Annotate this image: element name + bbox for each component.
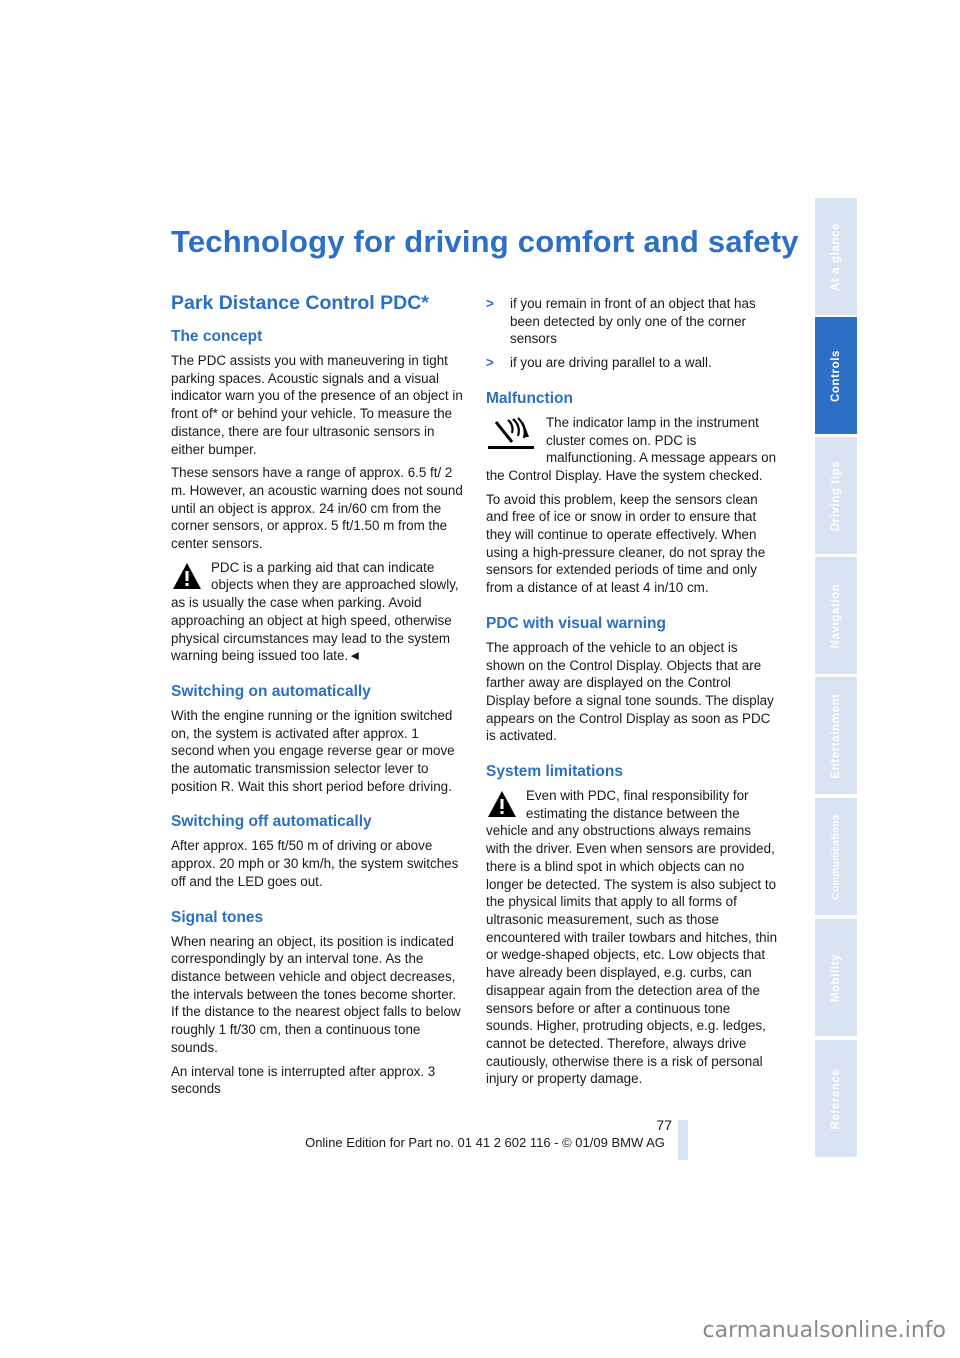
tab-label: Controls bbox=[830, 349, 842, 402]
bullet-marker: > bbox=[486, 296, 494, 311]
tab-label: Navigation bbox=[830, 583, 842, 648]
bullet-text: if you are driving parallel to a wall. bbox=[510, 355, 712, 371]
concept-warning-text: PDC is a parking aid that can indicate objects when they are approached slowly, as is usually the case when parking. Avoid approaching an object at high speed, otherwise physical circumstances may lead to the system warning being issued too late.◄ bbox=[171, 559, 459, 664]
switch-on-text: With the engine running or the ignition switched on, the system is activated after approx. 1 second when you engage reverse gear or move the automatic transmission selector lever to position R. Wait this short period before driving. bbox=[171, 707, 455, 794]
concept-paragraph-2: These sensors have a range of approx. 6.5 ft/ 2 m. However, an acoustic warning does not sound until an object is approx. 24 in/60 cm from the corner sensors, or approx. 5 ft/1.50 m from the center sensors. bbox=[171, 465, 463, 552]
malfunction-paragraph-1: The indicator lamp in the instrument cluster comes on. PDC is malfunctioning. A message appears on the Control Display. Have the system checked. bbox=[486, 414, 777, 483]
heading-visual-warning: PDC with visual warning bbox=[486, 614, 666, 632]
heading-system-limitations: System limitations bbox=[486, 763, 623, 781]
heading-signal-tones: Signal tones bbox=[171, 908, 264, 926]
heading-switch-off: Switching off automatically bbox=[171, 813, 372, 831]
heading-switch-on: Switching on automatically bbox=[171, 682, 371, 700]
footer bbox=[0, 1135, 960, 1150]
tab-label: Entertainment bbox=[830, 692, 842, 779]
bullet-marker: > bbox=[486, 355, 494, 371]
page-title: Technology for driving comfort and safety bbox=[171, 224, 799, 259]
right-column bbox=[486, 295, 778, 1094]
tab-label: Reference bbox=[830, 1067, 842, 1130]
left-column bbox=[171, 292, 463, 1104]
footer-text: Online Edition for Part no. 01 41 2 602 116 - © 01/09 BMW AG bbox=[305, 1135, 665, 1150]
limitations-warning-text: Even with PDC, final responsibility for estimating the distance between the vehicle and any obstructions always remains with the driver. Even when sensors are provided, there is a blind spot in which objects can no longer be detected. The system is also subject to the physical limits that apply to all forms of ultrasonic measurement, such as those encountered with trailer towbars and hitches, thin or wedge-shaped objects, etc. Low objects that have already been displayed, e.g. curbs, can disappear again from the detection area of the sensors before or after a continuous tone sounds. Higher, protruding objects, e.g. ledges, cannot be detected. Therefore, always drive cautiously, otherwise there is a risk of personal injury or property damage. bbox=[486, 788, 778, 1087]
watermark bbox=[0, 1318, 960, 1343]
watermark-text: carmanualsonline.info bbox=[702, 1318, 946, 1343]
page-number: 77 bbox=[656, 1117, 672, 1133]
pdc-indicator-lamp-icon bbox=[486, 416, 536, 450]
warning-triangle-icon bbox=[486, 789, 518, 819]
tab-label: At a glance bbox=[830, 222, 842, 291]
heading-concept: The concept bbox=[171, 328, 263, 345]
concept-paragraph-1: The PDC assists you with maneuvering in tight parking spaces. Acoustic signals and a visual indicator warn you of the presence of an object in front of* or behind your vehicle. To measure the distance, there are four ultrasonic sensors in either bumper. bbox=[171, 353, 463, 457]
signal-paragraph-2: An interval tone is interrupted after approx. 3 seconds bbox=[171, 1063, 436, 1097]
tab-driving-tips[interactable] bbox=[815, 437, 857, 556]
malfunction-paragraph-2: To avoid this problem, keep the sensors clean and free of ice or snow in order to ensure that they will continue to operate effectively. When using a high-pressure cleaner, do not spray the sensors for extended periods of time and only from a distance of at least 4 in/10 cm. bbox=[486, 491, 766, 596]
list-item bbox=[486, 295, 778, 348]
bullet-text: if you remain in front of an object that has been detected by only one of the corner sensors bbox=[510, 296, 756, 347]
tab-label: Driving tips bbox=[830, 460, 842, 531]
concept-warning bbox=[171, 559, 463, 665]
warning-triangle-icon bbox=[171, 561, 203, 591]
signal-paragraph-1: When nearing an object, its position is indicated correspondingly by an interval tone. As the distance between vehicle and object decreases, the intervals between the tones become shorter. If the distance to the nearest object falls to below roughly 1 ft/30 cm, then a continuous tone sounds. bbox=[171, 933, 461, 1055]
tab-controls[interactable] bbox=[815, 317, 857, 436]
heading-malfunction: Malfunction bbox=[486, 389, 573, 407]
visual-warning-text: The approach of the vehicle to an object is shown on the Control Display. Objects that are farther away are displayed on the Control Display before a signal tone sounds. The display appears on the Control Display as soon as PDC is activated. bbox=[486, 639, 774, 744]
tab-navigation[interactable] bbox=[815, 557, 857, 676]
malfunction-indicator-block bbox=[486, 414, 778, 485]
tab-entertainment[interactable] bbox=[815, 677, 857, 796]
chapter-tabs bbox=[815, 198, 857, 1160]
limitations-warning bbox=[486, 787, 778, 1088]
tab-at-a-glance[interactable] bbox=[815, 198, 857, 317]
tab-label: Communications bbox=[830, 813, 842, 900]
switch-off-text: After approx. 165 ft/50 m of driving or above approx. 20 mph or 30 km/h, the system switches off and the LED goes out. bbox=[171, 838, 459, 889]
tab-communications[interactable] bbox=[815, 798, 857, 917]
list-item bbox=[486, 354, 778, 372]
tab-label: Mobility bbox=[830, 953, 842, 1002]
section-title-pdc: Park Distance Control PDC* bbox=[171, 292, 429, 314]
tab-mobility[interactable] bbox=[815, 919, 857, 1038]
